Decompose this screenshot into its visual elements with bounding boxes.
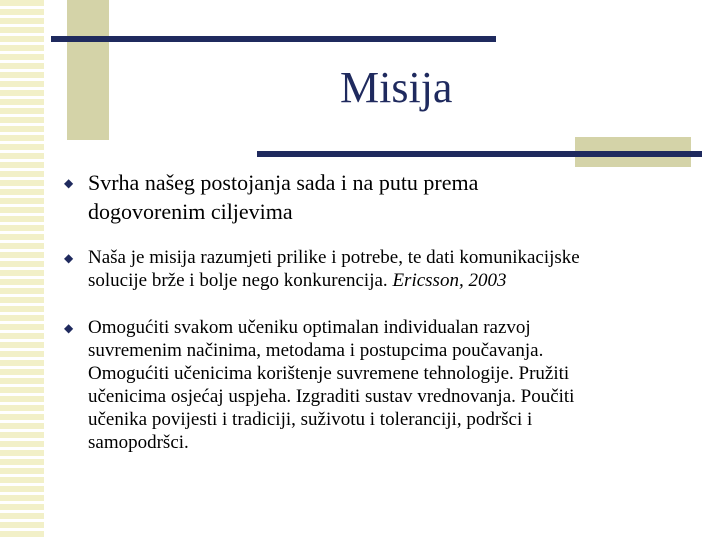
top-rule bbox=[51, 36, 496, 42]
bullet-line: Omogućiti učenicima korištenje suvremene tehnologije. Pružiti bbox=[88, 363, 570, 384]
bullet-line: dogovorenim ciljevima bbox=[88, 199, 293, 224]
bullet-text bbox=[88, 246, 714, 292]
bullet-text bbox=[88, 316, 714, 454]
left-stripe-decoration bbox=[0, 0, 50, 540]
top-decor-block bbox=[67, 0, 109, 140]
mid-rule bbox=[257, 151, 702, 157]
bullet-line: učenika povijesti i tradiciji, suživotu i toleranciji, podršci i bbox=[88, 409, 533, 430]
bullet-line: učenicima osjećaj uspjeha. Izgraditi sustav vrednovanja. Poučiti bbox=[88, 386, 575, 407]
citation-source: Ericsson, 2003 bbox=[392, 270, 507, 291]
slide-title: Misija bbox=[340, 63, 453, 112]
diamond-bullet-icon: ◆ bbox=[64, 176, 74, 190]
bullet-line bbox=[88, 269, 714, 292]
diamond-bullet-icon: ◆ bbox=[64, 321, 74, 335]
bullet-line-text: solucije brže i bolje nego konkurencija. bbox=[88, 270, 388, 291]
bullet-line: Omogućiti svakom učeniku optimalan individualan razvoj bbox=[88, 317, 531, 338]
bullet-line: Svrha našeg postojanja sada i na putu prema bbox=[88, 170, 479, 195]
bullet-line: samopodršci. bbox=[88, 432, 189, 453]
bullet-line: Naša je misija razumjeti prilike i potrebe, te dati komunikacijske bbox=[88, 247, 580, 268]
diamond-bullet-icon: ◆ bbox=[64, 251, 74, 265]
bullet-line: suvremenim načinima, metodama i postupcima poučavanja. bbox=[88, 340, 544, 361]
bullet-text bbox=[88, 168, 648, 226]
